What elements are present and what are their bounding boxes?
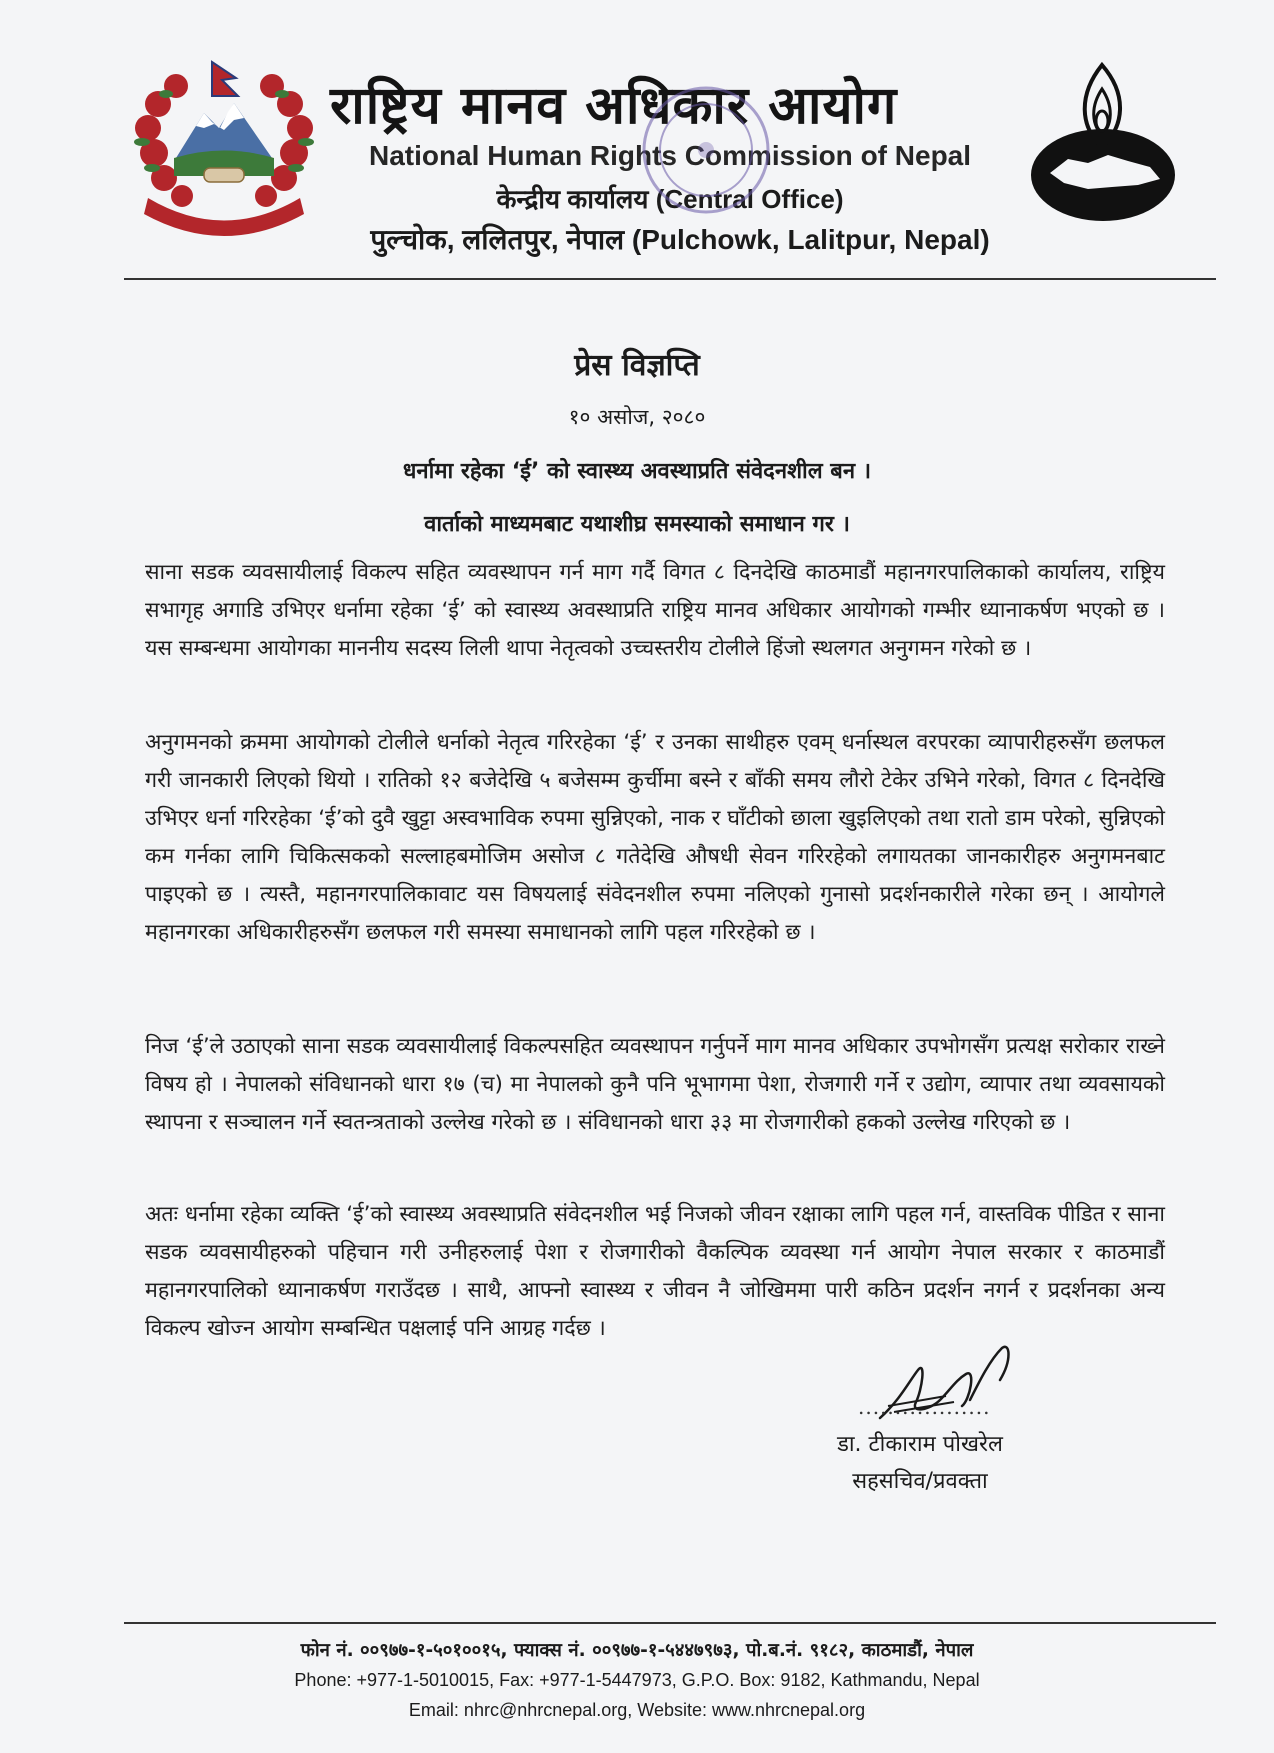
footer-contact-web: Email: nhrc@nhrcnepal.org, Website: www.nhrcnepal.org bbox=[408, 1700, 866, 1720]
nhrc-flame-logo-icon bbox=[1028, 55, 1178, 225]
signature-dotted-line: .................. bbox=[858, 1395, 991, 1419]
address-line: पुल्चोक, ललितपुर, नेपाल (Pulchowk, Lalitpur, Nepal) bbox=[370, 224, 990, 255]
paragraph-2: अनुगमनको क्रममा आयोगको टोलीले धर्नाको नेतृत्व गरिरहेका ‘ई’ र उनका साथीहरु एवम् धर्नास्थल वरपरका व्यापारीहरुसँग छलफल गरी जानकारी लिएको थियो । रातिको १२ बजेदेखि ५ बजेसम्म कुर्चीमा बस्ने र बाँकी समय लौरो टेकेर उभिने गरेको, विगत ८ दिनदेखि उभिएर धर्ना गरिरहेका ‘ई’को दुवै खुट्टा अस्वभाविक रुपमा सुन्निएको, नाक र घाँटीको छाला खुइलिएको तथा रातो डाम परेको, सुन्निएको कम गर्नका लागि चिकित्सकको सल्लाहबमोजिम असोज ८ गतेदेखि औषधी सेवन गरिरहेको लगायतका जानकारीहरु अनुगमनबाट पाइएको छ । त्यस्तै, महानगरपालिकावाट यस विषयलाई संवेदनशील रुपमा नलिएको गुनासो प्रदर्शनकारीले गरेका छन् । आयोगले महानगरका अधिकारीहरुसँग छलफल गरी समस्या समाधानको लागि पहल गरिरहेको छ । bbox=[145, 730, 1165, 945]
headline-1: धर्नामा रहेका ‘ई’ को स्वास्थ्य अवस्थाप्रति संवेदनशील बन । bbox=[402, 459, 872, 484]
header-divider bbox=[124, 278, 1216, 280]
document-date: १० असोज, २०८० bbox=[568, 405, 706, 429]
paragraph-4: अतः धर्नामा रहेका व्यक्ति ‘ई’को स्वास्थ्य अवस्थाप्रति संवेदनशील भई निजको जीवन रक्षाका लागि पहल गर्न, वास्तविक पीडित र साना सडक व्यवसायीहरुको पहिचान गरी उनीहरुलाई पेशा र रोजगारीको वैकल्पिक व्यवस्था गर्न आयोग नेपाल सरकार र काठमाडौं महानगरपालिको ध्यानाकर्षण गराउँदछ । साथै, आफ्नो स्वास्थ्य र जीवन नै जोखिममा पारी कठिन प्रदर्शन नगर्न र प्रदर्शनका अन्य विकल्प खोज्न आयोग सम्बन्धित पक्षलाई पनि आग्रह गर्दछ । bbox=[145, 1202, 1165, 1341]
office-stamp-icon bbox=[636, 80, 776, 220]
signatory-name: डा. टीकाराम पोखरेल bbox=[837, 1432, 1003, 1457]
paragraph-1: साना सडक व्यवसायीलाई विकल्प सहित व्यवस्थापन गर्न माग गर्दै विगत ८ दिनदेखि काठमाडौं महानगरपालिकाको कार्यालय, राष्ट्रिय सभागृह अगाडि उभिएर धर्नामा रहेका ‘ई’ को स्वास्थ्य अवस्थाप्रति राष्ट्रिय मानव अधिकार आयोगको गम्भीर ध्यानाकर्षण भएको छ । यस सम्बन्धमा आयोगका माननीय सदस्य लिली थापा नेतृत्वको उच्चस्तरीय टोलीले हिंजो स्थलगत अनुगमन गरेको छ । bbox=[145, 560, 1165, 661]
org-title-english: National Human Rights Commission of Nepal bbox=[368, 140, 972, 171]
footer-divider bbox=[124, 1622, 1216, 1624]
handwritten-signature-icon bbox=[870, 1340, 1020, 1435]
document-title: प्रेस विज्ञप्ति bbox=[574, 348, 700, 383]
signatory-title: सहसचिव/प्रवक्ता bbox=[852, 1469, 988, 1494]
org-title-nepali: राष्ट्रिय मानव अधिकार आयोग bbox=[330, 76, 898, 136]
paragraph-3: निज ‘ई’ले उठाएको साना सडक व्यवसायीलाई विकल्पसहित व्यवस्थापन गर्नुपर्ने माग मानव अधिकार उपभोगसँग प्रत्यक्ष सरोकार राख्ने विषय हो । नेपालको संविधानको धारा १७ (च) मा नेपालको कुनै पनि भूभागमा पेशा, रोजगारी गर्ने र उद्योग, व्यापार तथा व्यवसायको स्थापना र सञ्चालन गर्ने स्वतन्त्रताको उल्लेख गरेको छ । संविधानको धारा ३३ मा रोजगारीको हकको उल्लेख गरिएको छ । bbox=[145, 1034, 1165, 1135]
headline-2: वार्ताको माध्यमबाट यथाशीघ्र समस्याको समाधान गर । bbox=[424, 512, 850, 537]
office-line: केन्द्रीय कार्यालय (Central Office) bbox=[496, 184, 844, 214]
footer-contact-phone: Phone: +977-1-5010015, Fax: +977-1-5447973, G.P.O. Box: 9182, Kathmandu, Nepal bbox=[294, 1670, 980, 1690]
nepal-emblem-icon bbox=[124, 58, 324, 238]
footer-contact-nepali: फोन नं. ००९७७-१-५०१००१५, फ्याक्स नं. ००९७७-१-५४४७९७३, पो.ब.नं. ९१८२, काठमाडौं, नेपाल bbox=[300, 1640, 974, 1661]
